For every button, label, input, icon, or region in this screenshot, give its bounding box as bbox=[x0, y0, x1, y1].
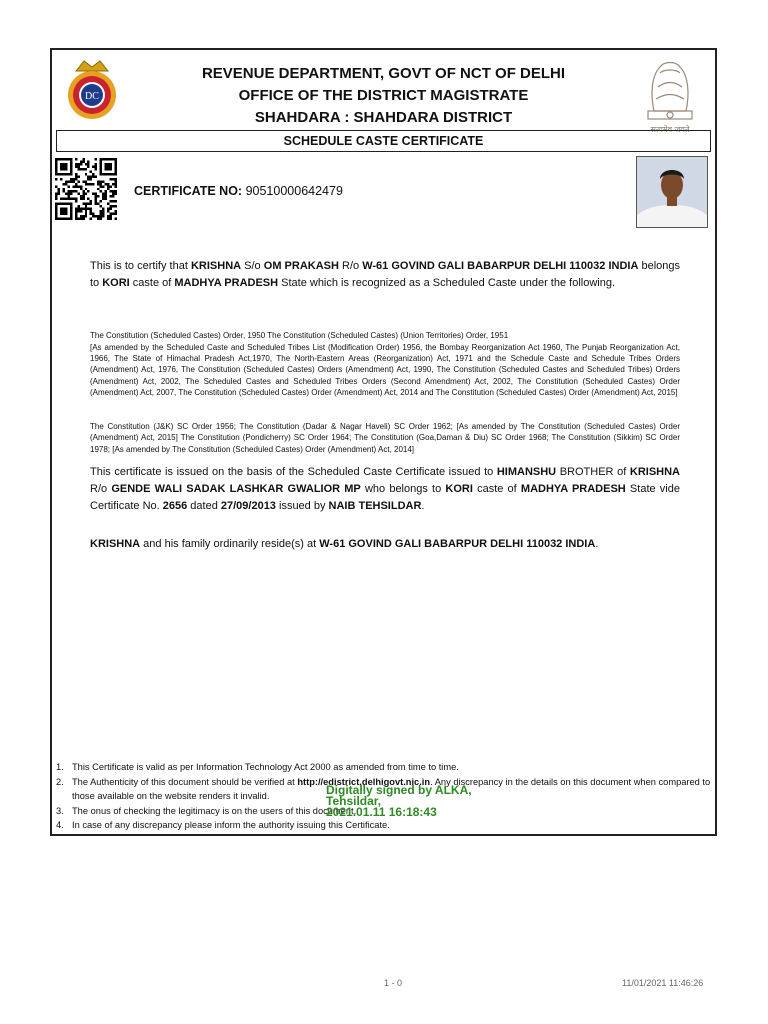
orders-paragraph-3: The Constitution (J&K) SC Order 1956; The Constitution (Dadar & Nagar Haveli) SC Order 1962; [As amended by The Constitution (Scheduled Castes) Order (Amendment) Act, 2015] The Constitution (Pondicherry) SC Order 1964; The Constitution (Goa,Daman & Diu) SC Order 1968; The Constitution (Sikkim) SC Order 1978; [As amended by The Constitution (Scheduled Castes) Order (Amendment) Act, 2014] bbox=[90, 422, 680, 454]
certificate-number bbox=[134, 184, 343, 198]
note-item: 2. The Authenticity of this document should be verified at http://edistrict.delhigovt.nic.in. Any discrepancy in the details on this document when compared to those available on the website renders it invalid. bbox=[56, 776, 711, 801]
residence-paragraph: KRISHNA and his family ordinarily reside(s) at W-61 GOVIND GALI BABARPUR DELHI 110032 INDIA. bbox=[90, 538, 599, 550]
orders-paragraph-1: The Constitution (Scheduled Castes) Order, 1950 The Constitution (Scheduled Castes) (Union Territories) Order, 1951 bbox=[90, 331, 509, 340]
note-item: 1. This Certificate is valid as per Information Technology Act 2000 as amended from time to time. bbox=[56, 762, 459, 772]
certificate-frame bbox=[50, 48, 717, 836]
applicant-address: W-61 GOVIND GALI BABARPUR DELHI 110032 INDIA bbox=[362, 260, 639, 272]
verification-link[interactable]: http://edistrict.delhigovt.nic.in bbox=[297, 776, 431, 787]
logo-monogram: DC bbox=[85, 91, 99, 102]
father-name: OM PRAKASH bbox=[263, 260, 339, 272]
digital-signature: Digitally signed by ALKA, Tehsildar, 2021.01.11 16:18:43 bbox=[326, 783, 472, 819]
certificate-number-value: 90510000642479 bbox=[245, 184, 343, 198]
emblem-motto: सत्यमेव जयते bbox=[650, 125, 690, 134]
note-item: 3. The onus of checking the legitimacy is on the users of this document. bbox=[56, 805, 357, 816]
note-item: 4. In case of any discrepancy please inform the authority issuing this Certificate. bbox=[56, 820, 390, 830]
national-emblem-icon bbox=[630, 53, 710, 137]
page-number: 1 - 0 bbox=[384, 978, 403, 988]
basis-paragraph: This certificate is issued on the basis of the Scheduled Caste Certificate issued to HIMANSHU BROTHER of KRISHNA R/o GENDE WALI SADAK LASHKAR GWALIOR MP who belongs to KORI caste of MADHYA PRADESH State vide Certificate No. 2656 dated 27/09/2013 issued by NAIB TEHSILDAR. bbox=[90, 466, 680, 512]
district-title: SHAHDARA : SHAHDARA DISTRICT bbox=[254, 109, 513, 126]
orders-paragraph-2: [As amended by the Scheduled Caste and Scheduled Tribes List (Modification Order) 1956, the Bombay Reorganization Act 1960, The Punjab Reorganization Act, 1966, The State of Himachal Pradesh Act,1970, The North-Eastern Areas (Reorganization) Act, 1971 and the Schedule Caste and Schedule Tribes Orders (Amendment) Act, 1976, The Constitution (Scheduled Castes) Orders (Amendment) Act, 1990, The Constitution (Scheduled Castes and Scheduled Tribes) Orders (Amendment) Act, 2002, The Scheduled Castes and Scheduled Tribes Orders (Second Amendment) Act, 2002, The Constitution (Scheduled Castes) Order (Amendment) Act, 2007, The Constitution (Scheduled Castes) Order (Amendment) Act, 2014 and The Constitution (Scheduled Castes) Order (Amendment) Act, 2015] bbox=[90, 342, 680, 398]
certification-paragraph: This is to certify that KRISHNA S/o OM PRAKASH R/o W-61 GOVIND GALI BABARPUR DELHI 110032 INDIA belongs to KORI caste of MADHYA PRADESH State which is recognized as a Scheduled Caste under the following. bbox=[90, 260, 681, 289]
dept-title: REVENUE DEPARTMENT, GOVT OF NCT OF DELHI bbox=[201, 65, 566, 82]
applicant-photo bbox=[636, 156, 708, 228]
certificate-number-label: CERTIFICATE NO: bbox=[134, 184, 243, 198]
state-name: MADHYA PRADESH bbox=[174, 277, 279, 289]
applicant-name: KRISHNA bbox=[190, 260, 242, 272]
certificate-title: SCHEDULE CASTE CERTIFICATE bbox=[56, 130, 711, 152]
caste-name: KORI bbox=[102, 277, 130, 289]
qr-code bbox=[55, 158, 117, 220]
office-title: OFFICE OF THE DISTRICT MAGISTRATE bbox=[238, 87, 529, 104]
print-timestamp: 11/01/2021 11:46:26 bbox=[622, 978, 704, 988]
